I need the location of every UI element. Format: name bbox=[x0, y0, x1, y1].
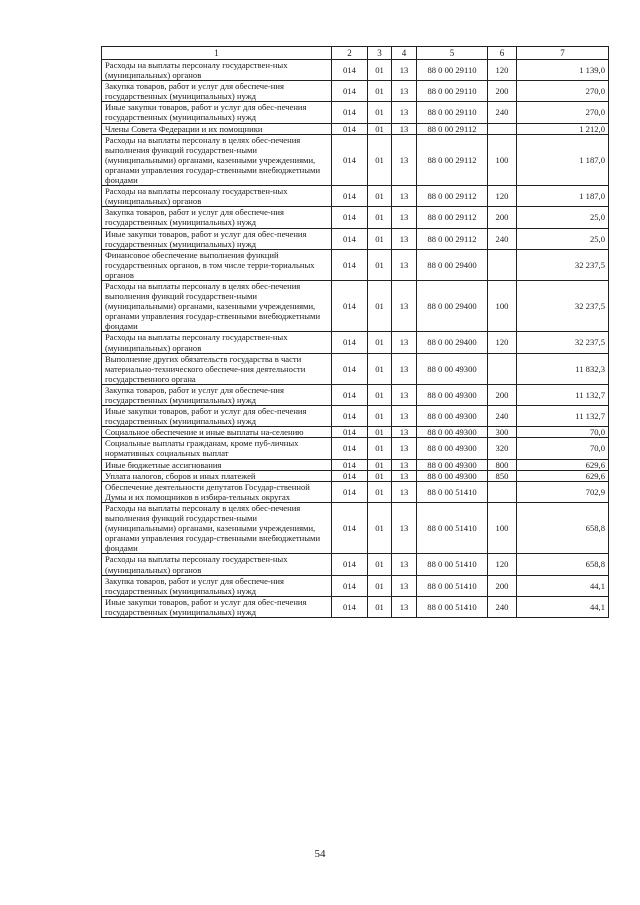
cell-expense-type: 100 bbox=[488, 502, 517, 553]
cell-amount: 270,0 bbox=[517, 102, 609, 123]
column-header: 5 bbox=[417, 47, 488, 60]
cell-target-item: 88 0 00 49300 bbox=[417, 470, 488, 481]
cell-section: 01 bbox=[368, 280, 392, 331]
cell-subsection: 13 bbox=[392, 123, 417, 134]
cell-expense-type: 120 bbox=[488, 554, 517, 575]
cell-subsection: 13 bbox=[392, 406, 417, 427]
cell-subsection: 13 bbox=[392, 438, 417, 459]
cell-amount: 70,0 bbox=[517, 438, 609, 459]
cell-target-item: 88 0 00 29110 bbox=[417, 81, 488, 102]
table-row bbox=[102, 207, 609, 228]
cell-section: 01 bbox=[368, 228, 392, 249]
cell-expense-type: 850 bbox=[488, 470, 517, 481]
row-name: Финансовое обеспечение выполнения функций государственных органов, в том числе терри-ториальных органов bbox=[102, 249, 332, 280]
row-name: Расходы на выплаты персоналу государствен-ных (муниципальных) органов bbox=[102, 186, 332, 207]
row-name: Закупка товаров, работ и услуг для обеспече-ния государственных (муниципальных) нужд bbox=[102, 384, 332, 405]
cell-target-item: 88 0 00 49300 bbox=[417, 427, 488, 438]
cell-target-item: 88 0 00 29400 bbox=[417, 332, 488, 353]
cell-subsection: 13 bbox=[392, 384, 417, 405]
table-row bbox=[102, 575, 609, 596]
cell-expense-type: 200 bbox=[488, 384, 517, 405]
cell-amount: 44,1 bbox=[517, 596, 609, 617]
cell-expense-type: 100 bbox=[488, 134, 517, 185]
cell-amount: 32 237,5 bbox=[517, 332, 609, 353]
cell-target-item: 88 0 00 29112 bbox=[417, 123, 488, 134]
column-header: 6 bbox=[488, 47, 517, 60]
cell-section: 01 bbox=[368, 207, 392, 228]
row-name: Расходы на выплаты персоналу государствен-ных (муниципальных) органов bbox=[102, 60, 332, 81]
row-name: Закупка товаров, работ и услуг для обеспече-ния государственных (муниципальных) нужд bbox=[102, 81, 332, 102]
cell-amount: 32 237,5 bbox=[517, 280, 609, 331]
column-header: 1 bbox=[102, 47, 332, 60]
table-row bbox=[102, 102, 609, 123]
cell-ministry-code: 014 bbox=[332, 575, 368, 596]
cell-amount: 1 187,0 bbox=[517, 186, 609, 207]
row-name: Социальные выплаты гражданам, кроме пуб-личных нормативных социальных выплат bbox=[102, 438, 332, 459]
cell-target-item: 88 0 00 49300 bbox=[417, 353, 488, 384]
table-row bbox=[102, 134, 609, 185]
cell-expense-type bbox=[488, 123, 517, 134]
cell-target-item: 88 0 00 51410 bbox=[417, 575, 488, 596]
cell-subsection: 13 bbox=[392, 186, 417, 207]
column-header: 2 bbox=[332, 47, 368, 60]
cell-target-item: 88 0 00 51410 bbox=[417, 596, 488, 617]
cell-amount: 1 212,0 bbox=[517, 123, 609, 134]
cell-target-item: 88 0 00 49300 bbox=[417, 384, 488, 405]
table-row bbox=[102, 502, 609, 553]
cell-amount: 658,8 bbox=[517, 502, 609, 553]
row-name: Иные закупки товаров, работ и услуг для обес-печения государственных (муниципальных) нужд bbox=[102, 596, 332, 617]
cell-target-item: 88 0 00 29112 bbox=[417, 134, 488, 185]
row-name: Закупка товаров, работ и услуг для обеспече-ния государственных (муниципальных) нужд bbox=[102, 207, 332, 228]
budget-table bbox=[101, 46, 609, 618]
cell-amount: 629,6 bbox=[517, 470, 609, 481]
cell-amount: 25,0 bbox=[517, 207, 609, 228]
cell-section: 01 bbox=[368, 554, 392, 575]
cell-ministry-code: 014 bbox=[332, 60, 368, 81]
cell-ministry-code: 014 bbox=[332, 332, 368, 353]
cell-amount: 25,0 bbox=[517, 228, 609, 249]
row-name: Уплата налогов, сборов и иных платежей bbox=[102, 470, 332, 481]
cell-target-item: 88 0 00 51410 bbox=[417, 481, 488, 502]
cell-ministry-code: 014 bbox=[332, 384, 368, 405]
cell-section: 01 bbox=[368, 384, 392, 405]
cell-subsection: 13 bbox=[392, 228, 417, 249]
table-row bbox=[102, 470, 609, 481]
cell-subsection: 13 bbox=[392, 134, 417, 185]
cell-section: 01 bbox=[368, 470, 392, 481]
cell-ministry-code: 014 bbox=[332, 502, 368, 553]
cell-section: 01 bbox=[368, 249, 392, 280]
table-row bbox=[102, 81, 609, 102]
cell-target-item: 88 0 00 29400 bbox=[417, 249, 488, 280]
row-name: Выполнение других обязательств государства в части материально-технического обеспече-ния деятельности государственного органа bbox=[102, 353, 332, 384]
cell-expense-type: 300 bbox=[488, 427, 517, 438]
row-name: Обеспечение деятельности депутатов Государ-ственной Думы и их помощников в избира-тельных округах bbox=[102, 481, 332, 502]
cell-amount: 44,1 bbox=[517, 575, 609, 596]
cell-amount: 70,0 bbox=[517, 427, 609, 438]
cell-expense-type: 200 bbox=[488, 207, 517, 228]
cell-subsection: 13 bbox=[392, 554, 417, 575]
cell-target-item: 88 0 00 29112 bbox=[417, 228, 488, 249]
cell-ministry-code: 014 bbox=[332, 186, 368, 207]
cell-amount: 32 237,5 bbox=[517, 249, 609, 280]
row-name: Расходы на выплаты персоналу государствен-ных (муниципальных) органов bbox=[102, 554, 332, 575]
cell-section: 01 bbox=[368, 81, 392, 102]
row-name: Иные закупки товаров, работ и услуг для обес-печения государственных (муниципальных) нужд bbox=[102, 102, 332, 123]
row-name: Иные закупки товаров, работ и услуг для обес-печения государственных (муниципальных) нужд bbox=[102, 406, 332, 427]
cell-amount: 658,8 bbox=[517, 554, 609, 575]
cell-target-item: 88 0 00 29400 bbox=[417, 280, 488, 331]
cell-ministry-code: 014 bbox=[332, 249, 368, 280]
cell-ministry-code: 014 bbox=[332, 81, 368, 102]
table-row bbox=[102, 554, 609, 575]
cell-section: 01 bbox=[368, 123, 392, 134]
cell-subsection: 13 bbox=[392, 207, 417, 228]
column-header: 3 bbox=[368, 47, 392, 60]
cell-expense-type: 240 bbox=[488, 102, 517, 123]
cell-ministry-code: 014 bbox=[332, 406, 368, 427]
cell-target-item: 88 0 00 51410 bbox=[417, 502, 488, 553]
cell-amount: 270,0 bbox=[517, 81, 609, 102]
cell-subsection: 13 bbox=[392, 332, 417, 353]
cell-amount: 1 187,0 bbox=[517, 134, 609, 185]
cell-amount: 11 832,3 bbox=[517, 353, 609, 384]
cell-expense-type: 240 bbox=[488, 406, 517, 427]
cell-ministry-code: 014 bbox=[332, 207, 368, 228]
cell-target-item: 88 0 00 29110 bbox=[417, 60, 488, 81]
cell-target-item: 88 0 00 29112 bbox=[417, 186, 488, 207]
cell-ministry-code: 014 bbox=[332, 459, 368, 470]
cell-expense-type: 240 bbox=[488, 596, 517, 617]
table-row bbox=[102, 596, 609, 617]
cell-expense-type bbox=[488, 481, 517, 502]
column-header: 7 bbox=[517, 47, 609, 60]
row-name: Иные закупки товаров, работ и услуг для обес-печения государственных (муниципальных) нужд bbox=[102, 228, 332, 249]
cell-subsection: 13 bbox=[392, 249, 417, 280]
cell-ministry-code: 014 bbox=[332, 470, 368, 481]
cell-subsection: 13 bbox=[392, 102, 417, 123]
cell-ministry-code: 014 bbox=[332, 427, 368, 438]
cell-section: 01 bbox=[368, 427, 392, 438]
cell-section: 01 bbox=[368, 186, 392, 207]
cell-section: 01 bbox=[368, 102, 392, 123]
cell-subsection: 13 bbox=[392, 280, 417, 331]
cell-ministry-code: 014 bbox=[332, 102, 368, 123]
table-row bbox=[102, 228, 609, 249]
cell-ministry-code: 014 bbox=[332, 280, 368, 331]
cell-section: 01 bbox=[368, 406, 392, 427]
cell-section: 01 bbox=[368, 353, 392, 384]
cell-target-item: 88 0 00 49300 bbox=[417, 406, 488, 427]
column-header: 4 bbox=[392, 47, 417, 60]
cell-subsection: 13 bbox=[392, 427, 417, 438]
table-row bbox=[102, 60, 609, 81]
row-name: Расходы на выплаты персоналу в целях обес-печения выполнения функций государствен-ными (муниципальными) органами, казенными учреждениями, органами управления государ-ственными внебюджетными фондами bbox=[102, 502, 332, 553]
cell-section: 01 bbox=[368, 596, 392, 617]
cell-expense-type: 200 bbox=[488, 575, 517, 596]
cell-expense-type bbox=[488, 249, 517, 280]
row-name: Закупка товаров, работ и услуг для обеспече-ния государственных (муниципальных) нужд bbox=[102, 575, 332, 596]
table-header-row bbox=[102, 47, 609, 60]
cell-ministry-code: 014 bbox=[332, 123, 368, 134]
cell-expense-type: 120 bbox=[488, 60, 517, 81]
row-name: Расходы на выплаты персоналу государствен-ных (муниципальных) органов bbox=[102, 332, 332, 353]
table-row bbox=[102, 353, 609, 384]
cell-subsection: 13 bbox=[392, 459, 417, 470]
cell-amount: 702,9 bbox=[517, 481, 609, 502]
cell-ministry-code: 014 bbox=[332, 438, 368, 459]
cell-ministry-code: 014 bbox=[332, 481, 368, 502]
cell-target-item: 88 0 00 49300 bbox=[417, 438, 488, 459]
cell-subsection: 13 bbox=[392, 470, 417, 481]
table-row bbox=[102, 459, 609, 470]
cell-target-item: 88 0 00 51410 bbox=[417, 554, 488, 575]
cell-expense-type: 200 bbox=[488, 81, 517, 102]
row-name: Расходы на выплаты персоналу в целях обес-печения выполнения функций государствен-ными (муниципальными) органами, казенными учреждениями, органами управления государ-ственными внебюджетными фондами bbox=[102, 280, 332, 331]
cell-subsection: 13 bbox=[392, 575, 417, 596]
cell-target-item: 88 0 00 29112 bbox=[417, 207, 488, 228]
cell-expense-type: 240 bbox=[488, 228, 517, 249]
cell-subsection: 13 bbox=[392, 481, 417, 502]
table-row bbox=[102, 280, 609, 331]
table-row bbox=[102, 427, 609, 438]
cell-subsection: 13 bbox=[392, 60, 417, 81]
cell-target-item: 88 0 00 49300 bbox=[417, 459, 488, 470]
cell-subsection: 13 bbox=[392, 502, 417, 553]
cell-expense-type: 120 bbox=[488, 332, 517, 353]
cell-ministry-code: 014 bbox=[332, 134, 368, 185]
table-row bbox=[102, 332, 609, 353]
cell-ministry-code: 014 bbox=[332, 554, 368, 575]
cell-subsection: 13 bbox=[392, 596, 417, 617]
row-name: Социальное обеспечение и иные выплаты на-селению bbox=[102, 427, 332, 438]
cell-section: 01 bbox=[368, 60, 392, 81]
cell-amount: 629,6 bbox=[517, 459, 609, 470]
cell-amount: 11 132,7 bbox=[517, 406, 609, 427]
table-row bbox=[102, 123, 609, 134]
cell-section: 01 bbox=[368, 575, 392, 596]
cell-target-item: 88 0 00 29110 bbox=[417, 102, 488, 123]
cell-section: 01 bbox=[368, 438, 392, 459]
table-row bbox=[102, 406, 609, 427]
cell-section: 01 bbox=[368, 502, 392, 553]
page-number: 54 bbox=[314, 848, 326, 860]
cell-ministry-code: 014 bbox=[332, 353, 368, 384]
cell-subsection: 13 bbox=[392, 81, 417, 102]
cell-expense-type: 120 bbox=[488, 186, 517, 207]
cell-subsection: 13 bbox=[392, 353, 417, 384]
cell-expense-type: 320 bbox=[488, 438, 517, 459]
cell-amount: 1 139,0 bbox=[517, 60, 609, 81]
cell-section: 01 bbox=[368, 481, 392, 502]
table-row bbox=[102, 249, 609, 280]
cell-section: 01 bbox=[368, 459, 392, 470]
row-name: Иные бюджетные ассигнования bbox=[102, 459, 332, 470]
cell-amount: 11 132,7 bbox=[517, 384, 609, 405]
row-name: Расходы на выплаты персоналу в целях обес-печения выполнения функций государствен-ными (муниципальными) органами, казенными учреждениями, органами управления государ-ственными внебюджетными фондами bbox=[102, 134, 332, 185]
cell-section: 01 bbox=[368, 134, 392, 185]
cell-expense-type: 100 bbox=[488, 280, 517, 331]
table-row bbox=[102, 438, 609, 459]
row-name: Члены Совета Федерации и их помощники bbox=[102, 123, 332, 134]
cell-section: 01 bbox=[368, 332, 392, 353]
cell-ministry-code: 014 bbox=[332, 228, 368, 249]
cell-expense-type bbox=[488, 353, 517, 384]
table-row bbox=[102, 186, 609, 207]
table-row bbox=[102, 384, 609, 405]
table-row bbox=[102, 481, 609, 502]
cell-ministry-code: 014 bbox=[332, 596, 368, 617]
cell-expense-type: 800 bbox=[488, 459, 517, 470]
